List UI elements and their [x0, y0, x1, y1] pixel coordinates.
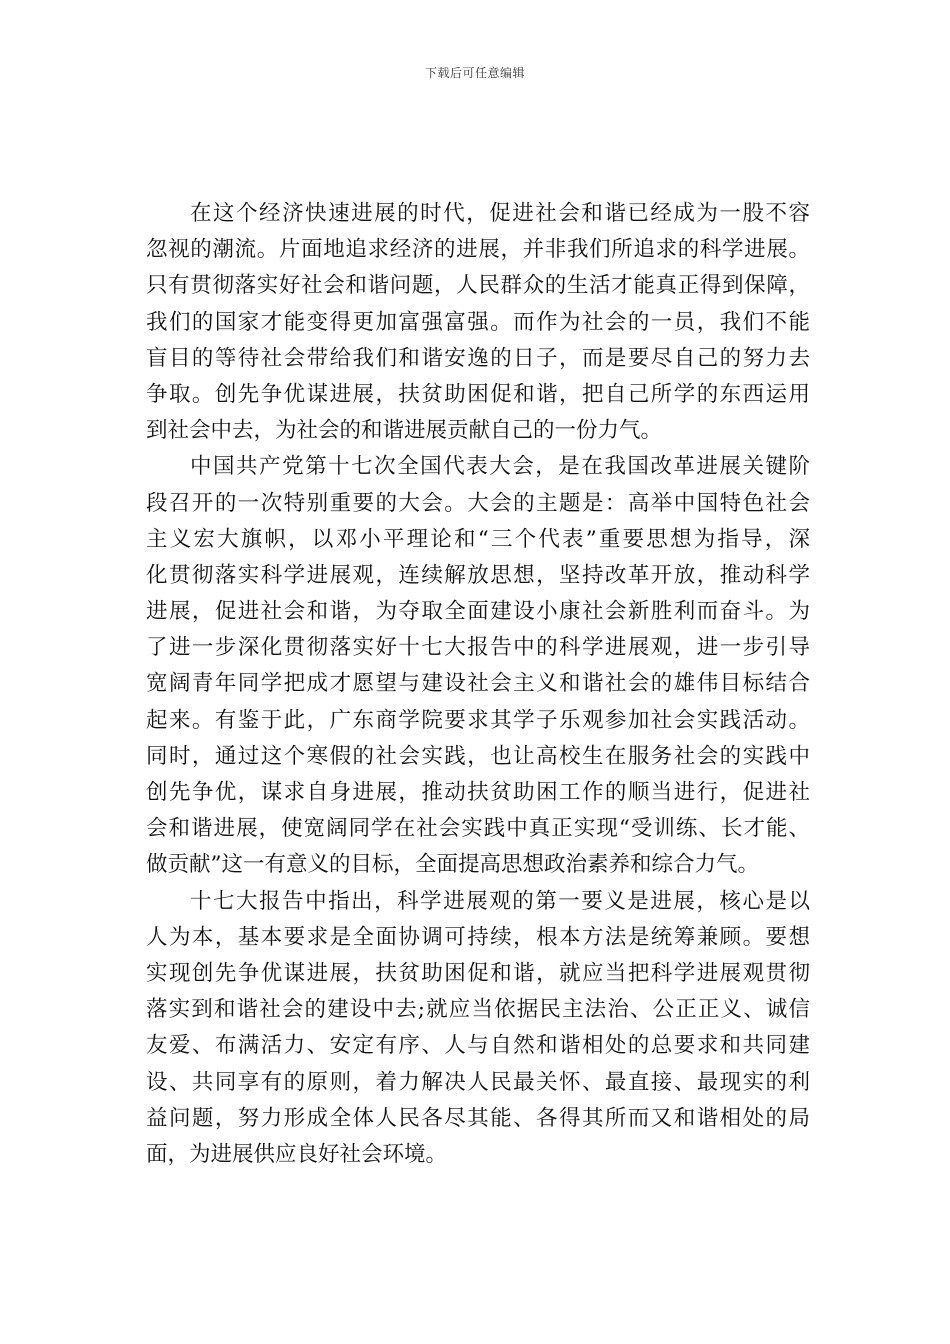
text-line: 了进一步深化贯彻落实好十七大报告中的科学进展观，进一步引导: [146, 635, 810, 661]
text-line: 益问题，努力形成全体人民各尽其能、各得其所而又和谐相处的局: [146, 1105, 810, 1131]
text-line: 宽阔青年同学把成才愿望与建设社会主义和谐社会的雄伟目标结合: [146, 671, 810, 697]
text-line: 落实到和谐社会的建设中去;就应当依据民主法治、公正正义、诚信: [146, 997, 810, 1023]
text-line: 盲目的等待社会带给我们和谐安逸的日子，而是要尽自己的努力去: [146, 345, 810, 371]
paragraph-1: [146, 196, 810, 449]
text-line: 友爱、布满活力、安定有序、人与自然和谐相处的总要求和共同建: [146, 1033, 810, 1059]
text-line: 面，为进展供应良好社会环境。: [146, 1141, 448, 1167]
text-line: 中国共产党第十七次全国代表大会，是在我国改革进展关键阶: [190, 454, 810, 480]
text-line: 做贡献”这一有意义的目标，全面提高思想政治素养和综合力气。: [146, 852, 759, 878]
text-line: 主义宏大旗帜，以邓小平理论和“三个代表”重要思想为指导，深: [146, 526, 810, 552]
text-line: 创先争优，谋求自身进展，推动扶贫助困工作的顺当进行，促进社: [146, 780, 810, 805]
text-line: 忽视的潮流。片面地追求经济的进展，并非我们所追求的科学进展。: [146, 237, 810, 263]
text-line: 人为本，基本要求是全面协调可持续，根本方法是统筹兼顾。要想: [146, 924, 810, 950]
text-line: 争取。创先争优谋进展，扶贫助困促和谐，把自己所学的东西运用: [146, 381, 810, 407]
text-line: 我们的国家才能变得更加富强富强。而作为社会的一员，我们不能: [146, 309, 810, 335]
text-line: 实现创先争优谋进展，扶贫助困促和谐，就应当把科学进展观贯彻: [146, 960, 810, 986]
text-line: 只有贯彻落实好社会和谐问题，人民群众的生活才能真正得到保障，: [146, 273, 810, 299]
text-line: 化贯彻落实科学进展观，连续解放思想，坚持改革开放，推动科学: [146, 562, 810, 588]
text-line: 会和谐进展，使宽阔同学在社会实践中真正实现“受训练、长才能、: [146, 816, 810, 842]
text-line: 到社会中去，为社会的和谐进展贡献自己的一份力气。: [146, 418, 663, 444]
paragraph-2: [146, 449, 810, 883]
text-line: 十七大报告中指出，科学进展观的第一要义是进展，核心是以: [190, 888, 810, 914]
text-line: 起来。有鉴于此，广东商学院要求其学子乐观参加社会实践活动。: [146, 707, 810, 733]
text-line: 段召开的一次特别重要的大会。大会的主题是：高举中国特色社会: [146, 490, 810, 516]
paragraph-3: [146, 884, 810, 1174]
text-line: 设、共同享有的原则，着力解决人民最关怀、最直接、最现实的利: [146, 1069, 810, 1095]
text-line: 在这个经济快速进展的时代，促进社会和谐已经成为一股不容: [190, 201, 810, 226]
page-header: 下载后可任意编辑: [424, 66, 525, 80]
text-line: 进展，促进社会和谐，为夺取全面建设小康社会新胜利而奋斗。为: [146, 599, 810, 625]
document-body: [146, 196, 810, 1173]
text-line: 同时，通过这个寒假的社会实践，也让高校生在服务社会的实践中: [146, 743, 810, 769]
